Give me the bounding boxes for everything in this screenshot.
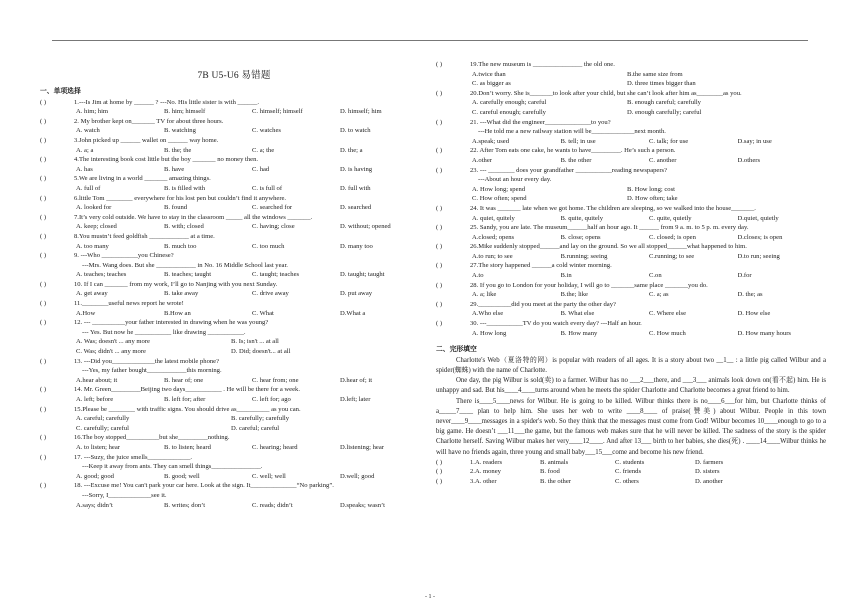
option-b: B. What else bbox=[560, 310, 595, 318]
option-b: B. enough careful; carefully bbox=[627, 99, 701, 107]
question-stem: 5.We are living in a world _______ amazing things. bbox=[74, 175, 211, 183]
question-reply: --- Yes. But now he ___________ like drawing ___________. bbox=[82, 328, 246, 336]
option-c: C. carefully; careful bbox=[76, 424, 129, 432]
option-a: A.to bbox=[472, 272, 484, 280]
option-d: D. another bbox=[695, 478, 723, 486]
option-a: A. How long bbox=[472, 329, 507, 337]
option-b: B. quite, quitely bbox=[560, 214, 603, 222]
option-d: D. the; a bbox=[340, 146, 363, 154]
option-b: B. close; opens bbox=[560, 233, 601, 241]
answer-bracket: ( ) bbox=[40, 300, 47, 308]
option-b: B. is filled with bbox=[164, 184, 206, 192]
option-c: C. a; as bbox=[649, 291, 669, 299]
option-d: D. himself; him bbox=[340, 108, 382, 116]
page-number: - 1 - bbox=[425, 594, 435, 600]
question-27 bbox=[436, 261, 826, 280]
option-a: 2.A. money bbox=[470, 468, 501, 476]
option-b: B. found bbox=[164, 204, 188, 212]
option-c: C. talk; for use bbox=[649, 137, 689, 145]
question-13 bbox=[40, 357, 428, 386]
question-3 bbox=[40, 136, 428, 155]
option-a: A. good; good bbox=[76, 472, 114, 480]
answer-bracket: ( ) bbox=[436, 468, 443, 476]
question-stem: 17. ---Suzy, the juice smells_____________. bbox=[74, 453, 193, 461]
option-a: A. a; a bbox=[76, 146, 94, 154]
option-d: D.closes; is open bbox=[737, 233, 783, 241]
option-a: A. full of bbox=[76, 184, 101, 192]
question-24 bbox=[436, 204, 826, 223]
question-reply: ---He told me a new railway station will be_____________next month. bbox=[478, 128, 666, 136]
question-reply: ---Yes, my father bought____________this morning. bbox=[82, 367, 222, 375]
option-c: C. another bbox=[649, 156, 677, 164]
question-30 bbox=[436, 319, 826, 338]
option-a: A.to run; to see bbox=[472, 252, 513, 260]
answer-bracket: ( ) bbox=[40, 98, 47, 106]
option-c: C. hearing; heard bbox=[252, 443, 298, 451]
option-c: C. How often; spend bbox=[472, 195, 527, 203]
option-a: 3.A. other bbox=[470, 478, 497, 486]
answer-bracket: ( ) bbox=[40, 156, 47, 164]
option-b: B. take away bbox=[164, 290, 199, 298]
option-a: A.says; didn’t bbox=[76, 501, 113, 509]
question-19 bbox=[436, 60, 826, 89]
option-b: B. the other bbox=[560, 156, 592, 164]
cloze-option-2 bbox=[436, 467, 826, 477]
question-stem: 6.little Tom ________ everywhere for his lost pen but couldn’t find it anywhere. bbox=[74, 194, 287, 202]
answer-bracket: ( ) bbox=[436, 89, 443, 97]
option-a: A. keep; closed bbox=[76, 223, 117, 231]
question-22 bbox=[436, 146, 826, 165]
question-stem: 19.The new museum is _______________ the old one. bbox=[470, 61, 615, 68]
section-heading-choice: 一、单项选择 bbox=[40, 88, 81, 95]
option-c: C. too much bbox=[252, 242, 285, 250]
option-a: A. watch bbox=[76, 127, 100, 135]
option-b: B. How many bbox=[560, 329, 598, 337]
option-b: B. How long; cost bbox=[627, 185, 675, 193]
section-heading-cloze: 二、完形填空 bbox=[436, 346, 477, 354]
option-c: C. friends bbox=[615, 468, 642, 476]
question-stem: 1.---Is Jim at home by ______ ? ---No. His little sister is with ______. bbox=[74, 98, 259, 106]
question-stem: 3.John picked up ______ wallet on ______ way home. bbox=[74, 136, 219, 144]
option-b: B. carefully; carefully bbox=[231, 415, 290, 423]
question-reply: ---About an hour every day. bbox=[478, 176, 552, 184]
option-b: B. with; closed bbox=[164, 223, 204, 231]
option-d: D.to run; seeing bbox=[737, 252, 780, 260]
option-d: D. farmers bbox=[695, 458, 724, 466]
question-reply: ---Keep it away from ants. They can smell things_______________. bbox=[82, 463, 263, 471]
cloze-paragraph: One day, the pig Wilbur is sold(卖) to a farmer. Wilbur has no ___2___there, and ___3___ animals look down on(看不起) him. He is unhappy and sad. But his____4____turns around when he meets the spider Charlotte and Charlotte becomes a great friend to him. bbox=[436, 377, 826, 395]
question-15 bbox=[40, 405, 428, 434]
option-a: A. a; like bbox=[472, 291, 497, 299]
option-d: D. searched bbox=[340, 204, 372, 212]
answer-bracket: ( ) bbox=[40, 280, 47, 288]
option-b: B. watching bbox=[164, 127, 196, 135]
option-d: D.listening; hear bbox=[340, 443, 384, 451]
answer-bracket: ( ) bbox=[436, 478, 443, 486]
option-b: B.running; seeing bbox=[560, 252, 608, 260]
question-23 bbox=[436, 166, 826, 204]
question-11 bbox=[40, 299, 428, 318]
option-a: A. too many bbox=[76, 242, 109, 250]
option-a: A. How long; spend bbox=[472, 185, 526, 193]
question-18 bbox=[40, 481, 428, 510]
answer-bracket: ( ) bbox=[436, 262, 443, 270]
answer-bracket: ( ) bbox=[40, 386, 47, 394]
option-a: A. left; before bbox=[76, 396, 114, 403]
question-stem: 25. Sandy, you are late. The museum______half an hour ago. It ______ from 9 a. m. to 5 p. m. every day. bbox=[470, 224, 749, 232]
question-28 bbox=[436, 281, 826, 300]
option-a: A.Who else bbox=[472, 310, 504, 318]
question-stem: 14. Mr. Green_________Beijing two days___________ . He will be there for a week. bbox=[74, 386, 300, 394]
option-d: D. enough carefully; careful bbox=[627, 108, 702, 116]
question-8 bbox=[40, 232, 428, 251]
answer-bracket: ( ) bbox=[40, 213, 47, 221]
answer-bracket: ( ) bbox=[436, 281, 443, 289]
answer-bracket: ( ) bbox=[436, 61, 443, 68]
option-d: D.hear of; it bbox=[340, 376, 373, 384]
option-a: A.twice than bbox=[472, 70, 506, 78]
option-a: 1.A. readers bbox=[470, 458, 503, 466]
answer-bracket: ( ) bbox=[40, 405, 47, 413]
option-c: C. himself; himself bbox=[252, 108, 303, 116]
question-stem: 15.Please be ________ with traffic signs. You should drive as__________ as you can. bbox=[74, 405, 301, 413]
option-d: D. Did; doesn't... at all bbox=[231, 348, 291, 356]
option-d: D.left; later bbox=[340, 396, 371, 403]
question-7 bbox=[40, 213, 428, 232]
question-25 bbox=[436, 223, 826, 242]
option-c: C. Where else bbox=[649, 310, 687, 318]
option-c: C. searched for bbox=[252, 204, 293, 212]
question-stem: 20.Don’t worry. She is_______to look after your child, but she can’t look after him as________as you. bbox=[470, 89, 742, 97]
answer-bracket: ( ) bbox=[436, 300, 443, 308]
option-a: A. looked for bbox=[76, 204, 112, 212]
option-c: C. as bigger as bbox=[472, 80, 511, 88]
question-stem: 22. After Tom eats one cake, he wants to have_________. He’s such a person. bbox=[470, 147, 676, 155]
question-10 bbox=[40, 280, 428, 299]
option-a: A. carefully enough; careful bbox=[472, 99, 547, 107]
question-stem: 2. My brother kept on_______ TV for about three hours. bbox=[74, 117, 224, 125]
option-c: C. watches bbox=[252, 127, 281, 135]
cloze-option-1 bbox=[436, 458, 826, 468]
option-d: D. How many hours bbox=[737, 329, 791, 337]
option-d: D.What a bbox=[340, 309, 366, 317]
option-c: C.on bbox=[649, 272, 662, 280]
question-stem: 29.__________did you meet at the party the other day? bbox=[470, 300, 616, 308]
option-b: B. Is; isn't ... at all bbox=[231, 338, 279, 346]
option-d: D. put away bbox=[340, 290, 373, 298]
answer-bracket: ( ) bbox=[40, 117, 47, 125]
answer-bracket: ( ) bbox=[40, 252, 47, 260]
option-c: C. How much bbox=[649, 329, 686, 337]
question-9 bbox=[40, 251, 428, 280]
question-4 bbox=[40, 155, 428, 174]
option-a: A.How bbox=[76, 309, 96, 317]
option-c: C. drive away bbox=[252, 290, 289, 298]
option-d: D.quiet, quietly bbox=[737, 214, 779, 222]
option-d: D.for bbox=[737, 272, 752, 280]
option-c: C. reads; didn’t bbox=[252, 501, 293, 509]
option-b: B. left for; after bbox=[164, 396, 206, 403]
option-c: C. hear from; one bbox=[252, 376, 299, 384]
question-stem: 24. It was _______ late when we got home. The children are sleeping, so we walked into the house_______. bbox=[470, 204, 756, 212]
answer-bracket: ( ) bbox=[40, 357, 47, 365]
option-a: A. him; him bbox=[76, 108, 109, 116]
option-a: A. careful; carefully bbox=[76, 415, 130, 423]
question-stem: 12. --- __________your father interested in drawing when he was young? bbox=[74, 319, 269, 327]
option-c: C. Was; didn't ... any more bbox=[76, 348, 146, 356]
question-stem: 26.Mike suddenly stopped______and lay on the ground. So we all stopped______what happened to him. bbox=[470, 243, 747, 251]
question-16 bbox=[40, 433, 428, 452]
option-b: B.the; like bbox=[560, 291, 588, 299]
question-stem: 11.________useful news report he wrote! bbox=[74, 300, 184, 308]
option-d: D. the; as bbox=[737, 291, 763, 299]
option-d: D. full with bbox=[340, 184, 371, 192]
question-17 bbox=[40, 453, 428, 482]
answer-bracket: ( ) bbox=[436, 458, 443, 466]
option-c: C. well; well bbox=[252, 472, 286, 480]
question-12 bbox=[40, 318, 428, 356]
question-reply: ---Mrs. Wang does. But she ____________ in No. 16 Middle School last year. bbox=[82, 261, 288, 269]
question-stem: 23. --- ________ does your grandfather ___________reading newspapers? bbox=[470, 166, 668, 174]
option-a: A. quiet, quitely bbox=[472, 214, 515, 222]
answer-bracket: ( ) bbox=[40, 194, 47, 202]
option-b: B. have bbox=[164, 165, 185, 173]
option-b: B.in bbox=[560, 272, 572, 280]
question-5 bbox=[40, 174, 428, 193]
option-b: B. writes; don’t bbox=[164, 501, 206, 509]
question-stem: 13. ---Did you_____________the latest mobile phone? bbox=[74, 357, 220, 365]
option-c: C. students bbox=[615, 458, 645, 466]
option-d: D.well; good bbox=[340, 472, 375, 480]
option-b: B. hear of; one bbox=[164, 376, 204, 384]
option-c: C. having; close bbox=[252, 223, 295, 231]
option-c: C. had bbox=[252, 165, 270, 173]
page-title: 7B U5-U6 易错题 bbox=[197, 71, 271, 81]
option-a: A. to listen; hear bbox=[76, 443, 120, 451]
question-6 bbox=[40, 194, 428, 213]
answer-bracket: ( ) bbox=[436, 204, 443, 212]
option-c: C. taught; teaches bbox=[252, 271, 300, 279]
option-c: C. a; the bbox=[252, 146, 275, 154]
option-d: D. How often; take bbox=[627, 195, 678, 203]
question-29 bbox=[436, 300, 826, 319]
question-stem: 16.The boy stopped__________but she_________nothing. bbox=[74, 434, 230, 442]
answer-bracket: ( ) bbox=[40, 434, 47, 442]
option-b: B. the other bbox=[540, 478, 571, 486]
option-d: D. taught; taught bbox=[340, 271, 385, 279]
option-a: A.closed; opens bbox=[472, 233, 515, 241]
question-stem: 7.It’s very cold outside. We have to stay in the classroom _____ all the windows _______. bbox=[74, 213, 313, 221]
question-stem: 10. If I can _______ from my work, I’ll go to Nanjing with you next Sunday. bbox=[74, 280, 278, 288]
question-21 bbox=[436, 118, 826, 147]
cloze-paragraph: Charlotte's Web（夏洛特的网）is popular with readers of all ages. It is a story about two __1__ : a little pig called Wilbur and a spider(蜘蛛) with the name of Charlotte. bbox=[436, 356, 826, 375]
question-20 bbox=[436, 89, 826, 118]
question-2 bbox=[40, 117, 428, 136]
option-c: C. What bbox=[252, 309, 274, 317]
answer-bracket: ( ) bbox=[40, 319, 47, 327]
option-c: C.running; to see bbox=[649, 252, 695, 260]
option-d: D.others bbox=[737, 156, 761, 164]
option-d: D. three times bigger than bbox=[627, 80, 696, 88]
option-b: B. to listen; heard bbox=[164, 443, 211, 451]
question-stem: 27.The story happened ______a cold winter morning. bbox=[470, 262, 612, 270]
question-stem: 21. ---What did the engineer______________to you? bbox=[470, 118, 611, 126]
option-b: B. good; well bbox=[164, 472, 200, 480]
answer-bracket: ( ) bbox=[436, 243, 443, 251]
option-d: D. many too bbox=[340, 242, 373, 250]
answer-bracket: ( ) bbox=[40, 482, 47, 490]
option-a: A.hear about; it bbox=[76, 376, 118, 384]
option-b: B. animals bbox=[540, 458, 569, 466]
question-stem: 18. ---Excuse me! You can't park your car here. Look at the sign. It______________“No parking”. bbox=[74, 482, 334, 490]
option-d: D.say; in use bbox=[737, 137, 772, 145]
option-c: C. careful enough; carefully bbox=[472, 108, 546, 116]
option-b: B. tell; in use bbox=[560, 137, 596, 145]
option-c: C. is full of bbox=[252, 184, 283, 192]
option-b: B. the; the bbox=[164, 146, 192, 154]
question-14 bbox=[40, 385, 428, 404]
option-a: A. Was; doesn't ... any more bbox=[76, 338, 150, 346]
option-d: D. careful; careful bbox=[231, 424, 280, 432]
cloze-paragraph: There is____5____news for Wilbur. He is going to be killed. Wilbur thinks there is no____6___for him, but Charlotte thinks of a_____7____ plan to help him. She uses her web to write ____8____ of praise(赞美) about Wilbur. People in this town never____9____messages in a spider's web. So they think that the messages must come from God! Wilbur becomes 10____enough to go to a big game. He doesn’t ___11___the game, but the famous web makes sure that he will never be killed. The sadness of the story is the spider Charlotte herself. Saving Wilbur makes her very____12____. And after 13___ birth to her babies, she dies(死) . ____14____Wilbur thinks he will have no friends again, three young and small baby___15___come and become his new friend. bbox=[436, 397, 826, 456]
option-c: C. others bbox=[615, 478, 639, 486]
cloze-option-3 bbox=[436, 477, 826, 487]
answer-bracket: ( ) bbox=[436, 320, 443, 328]
question-stem: 4.The interesting book cost little but the boy _______ no money then. bbox=[74, 156, 259, 164]
answer-bracket: ( ) bbox=[436, 166, 443, 174]
question-1 bbox=[40, 98, 428, 117]
right-column bbox=[436, 60, 826, 487]
answer-bracket: ( ) bbox=[40, 136, 47, 144]
option-a: A.speak; used bbox=[472, 137, 509, 145]
option-d: D. sisters bbox=[695, 468, 720, 476]
option-b: B.How an bbox=[164, 309, 191, 317]
option-b: B. teaches; taught bbox=[164, 271, 212, 279]
answer-bracket: ( ) bbox=[40, 232, 47, 240]
answer-bracket: ( ) bbox=[436, 224, 443, 232]
question-reply: ---Sorry, I_____________see it. bbox=[82, 491, 167, 499]
option-c: C. closed; is open bbox=[649, 233, 696, 241]
question-stem: 28. If you go to London for your holiday, I will go to _______same place _______you do. bbox=[470, 281, 708, 289]
question-26 bbox=[436, 242, 826, 261]
question-stem: 30. ---___________TV do you watch every day? ---Half an hour. bbox=[470, 320, 642, 328]
question-stem: 8.You mustn’t feed goldfish ____________ at a time. bbox=[74, 232, 215, 240]
option-d: D. to watch bbox=[340, 127, 371, 135]
answer-bracket: ( ) bbox=[40, 453, 47, 461]
option-a: A. teaches; teaches bbox=[76, 271, 127, 279]
answer-bracket: ( ) bbox=[40, 175, 47, 183]
question-stem: 9. ---Who ___________you Chinese? bbox=[74, 252, 174, 260]
left-column bbox=[40, 60, 428, 510]
option-c: C. left for; ago bbox=[252, 396, 291, 403]
option-c: C. quite, quietly bbox=[649, 214, 692, 222]
option-b: B.the same size from bbox=[627, 70, 683, 78]
option-a: A.other bbox=[472, 156, 492, 164]
option-a: A. has bbox=[76, 165, 93, 173]
option-d: D. without; opened bbox=[340, 223, 391, 231]
option-d: D. is having bbox=[340, 165, 373, 173]
option-b: B. food bbox=[540, 468, 560, 476]
option-b: B. much too bbox=[164, 242, 197, 250]
answer-bracket: ( ) bbox=[436, 118, 443, 126]
answer-bracket: ( ) bbox=[436, 147, 443, 155]
header-rule bbox=[52, 40, 808, 41]
option-b: B. him; himself bbox=[164, 108, 206, 116]
option-d: D.speaks; wasn’t bbox=[340, 501, 385, 509]
option-d: D. How else bbox=[737, 310, 771, 318]
option-a: A. get away bbox=[76, 290, 108, 298]
